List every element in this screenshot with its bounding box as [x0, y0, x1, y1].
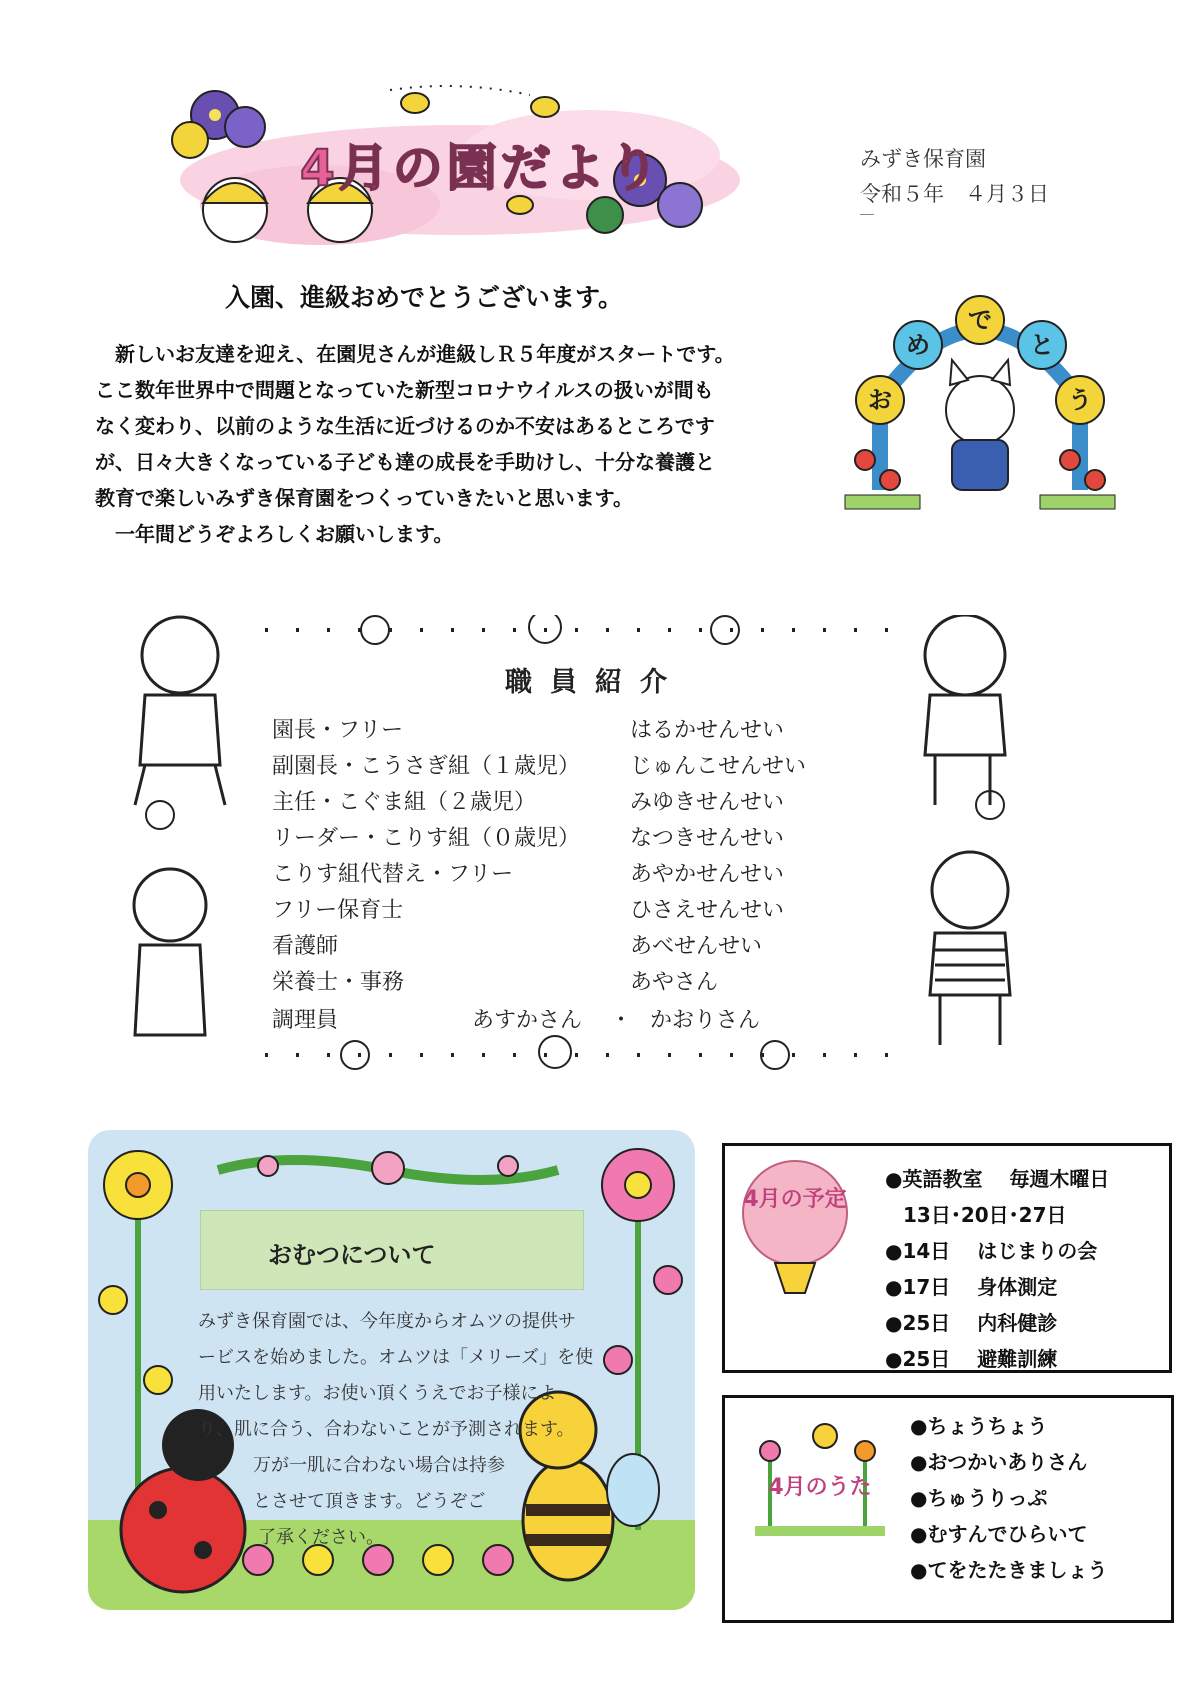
arch-letter: う	[1068, 386, 1092, 414]
diaper-line: 了承ください。	[258, 1527, 384, 1548]
schedule-item: ●17日 身体測定	[885, 1275, 1058, 1299]
issue-date: 令和５年 ４月３日	[860, 182, 1049, 206]
songs-badge-illustration	[755, 1416, 885, 1546]
staff-role: 園長・フリー	[272, 718, 404, 743]
diaper-line: とさせて頂きます。どうぞご	[253, 1491, 486, 1512]
staff-name: あすかさん	[472, 1008, 583, 1033]
diaper-line: り、肌に合う、合わないことが予測されます。	[198, 1419, 575, 1440]
greeting-line: 一年間どうぞよろしくお願いします。	[95, 522, 454, 546]
song-item: ●むすんでひらいて	[910, 1522, 1088, 1546]
newsletter-title: 4月の園だより	[300, 139, 663, 197]
greeting-line: なく変わり、以前のような生活に近づけるのか不安はあるところです	[95, 414, 715, 438]
diaper-line: ービスを始めました。オムツは「メリーズ」を使	[198, 1347, 594, 1368]
songs-badge-text: 4月のうた	[768, 1475, 872, 1500]
arch-text: おめでとう	[980, 495, 985, 496]
arch-letter: で	[968, 306, 992, 334]
staff-title: 職員紹介	[505, 667, 685, 698]
staff-role: フリー保育士	[272, 898, 404, 923]
staff-name: かおりさん	[650, 1008, 761, 1033]
schedule-item: 13日･20日･27日	[903, 1203, 1067, 1227]
staff-name: はるかせんせい	[630, 718, 785, 743]
child-icon	[134, 869, 206, 1035]
schedule-item: ●25日 内科健診	[885, 1311, 1058, 1335]
sun-icon	[813, 1424, 837, 1448]
song-item: ●おつかいありさん	[910, 1450, 1088, 1474]
balloon-badge-illustration	[735, 1158, 855, 1308]
staff-role: 栄養士・事務	[272, 970, 405, 995]
greeting-line: ここ数年世界中で問題となっていた新型コロナウイルスの扱いが間も	[95, 378, 714, 402]
staff-name: あべせんせい	[630, 934, 763, 959]
schedule-badge-text: 4月の予定	[743, 1187, 847, 1212]
arch-letter: と	[1030, 331, 1054, 359]
staff-name: じゅんこせんせい	[630, 754, 807, 779]
song-item: ●てをたたきましょう	[910, 1558, 1108, 1582]
staff-role: 主任・こぐま組（２歳児）	[272, 790, 537, 815]
child-icon	[925, 615, 1005, 805]
greeting-line: 新しいお友達を迎え、在園児さんが進級しＲ５年度がスタートです。	[95, 342, 735, 366]
schedule-box	[722, 1143, 1172, 1373]
tulip-icon	[760, 1441, 780, 1461]
schedule-item: ●英語教室 毎週木曜日	[885, 1167, 1110, 1191]
greeting-line: が、日々大きくなっている子ども達の成長を手助けし、十分な養護と	[95, 450, 715, 474]
diaper-line: 用いたします。お使い頂くうえでお子様によ	[198, 1383, 557, 1404]
school-name: みずき保育園	[860, 147, 986, 171]
diaper-panel-illustration	[88, 1130, 695, 1610]
staff-separator: ・	[610, 1008, 633, 1033]
song-item: ●ちょうちょう	[910, 1414, 1048, 1438]
staff-name: ひさえせんせい	[630, 898, 785, 923]
staff-name: あやさん	[630, 970, 719, 995]
diaper-line: 万が一肌に合わない場合は持参	[253, 1455, 505, 1476]
staff-name: あやかせんせい	[630, 862, 785, 887]
schedule-item: ●25日 避難訓練	[885, 1347, 1058, 1371]
staff-role: 調理員	[272, 1008, 339, 1033]
arch-letter: お	[868, 386, 892, 414]
tulip-icon	[855, 1441, 875, 1461]
child-icon	[135, 617, 225, 805]
omedetou-arch-illustration	[840, 290, 1120, 520]
diaper-notice-panel	[88, 1130, 695, 1610]
staff-name: みゆきせんせい	[630, 790, 785, 815]
arch-letter: め	[906, 331, 930, 359]
flower-icon	[602, 1149, 682, 1374]
schedule-item: ●14日 はじまりの会	[885, 1239, 1098, 1263]
staff-role: こりす組代替え・フリー	[272, 862, 514, 887]
song-item: ●ちゅうりっぷ	[910, 1486, 1048, 1510]
staff-role: リーダー・こりす組（０歳児）	[272, 826, 581, 851]
divider	[860, 214, 874, 215]
greeting-line: 教育で楽しいみずき保育園をつくっていきたいと思います。	[95, 486, 633, 510]
songs-box	[722, 1395, 1174, 1623]
greeting-title: 入園、進級おめでとうございます。	[225, 283, 624, 312]
diaper-title: おむつについて	[268, 1241, 436, 1269]
staff-role: 副園長・こうさぎ組（１歳児）	[272, 754, 581, 779]
child-icon	[930, 852, 1010, 1045]
diaper-line: みずき保育園では、今年度からオムツの提供サ	[198, 1311, 576, 1332]
staff-role: 看護師	[272, 934, 339, 959]
staff-name: なつきせんせい	[630, 826, 785, 851]
